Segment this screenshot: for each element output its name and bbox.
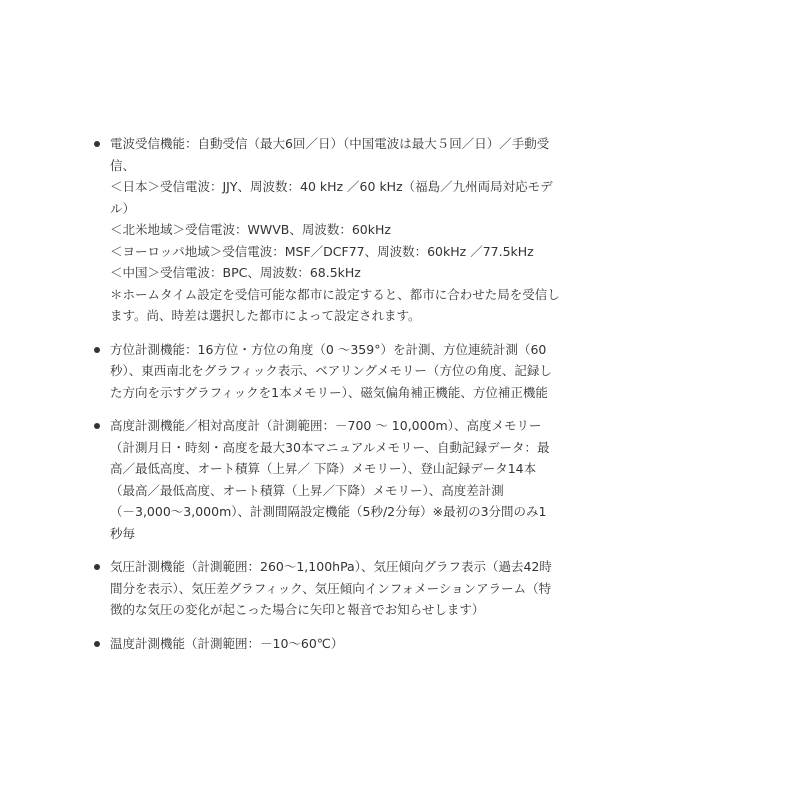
spec-line: た方向を示すグラフィックを1本メモリー）、磁気偏角補正機能、方位補正機能 [110, 384, 548, 400]
spec-line: 高／最低高度、オート積算（上昇／ 下降）メモリー）、登山記録データ14本 [110, 461, 537, 476]
spec-line: 気圧計測機能（計測範囲：260～1,100hPa）、気圧傾向グラフ表示（過去42時 [110, 559, 552, 574]
spec-line: ＜北米地域＞受信電波：WWVB、周波数：60kHz [110, 222, 391, 237]
spec-line: ます。尚、時差は選択した都市によって設定されます。 [110, 308, 421, 323]
spec-line: ル） [110, 200, 136, 216]
spec-list [92, 133, 604, 666]
spec-item-barometer [92, 556, 604, 621]
spec-line: 秒毎 [110, 525, 136, 541]
spec-item-thermometer [92, 633, 604, 655]
spec-line: 温度計測機能（計測範囲：－10～60℃） [110, 635, 344, 651]
spec-line: 徴的な気圧の変化が起こった場合に矢印と報音でお知らせします） [110, 602, 485, 617]
spec-line: ＜日本＞受信電波：JJY、周波数：40 kHz ／60 kHz（福島／九州両局対応モデ [110, 179, 553, 194]
spec-line: 信、 [110, 157, 136, 173]
spec-line: （計測月日・時刻・高度を最大30本マニュアルメモリー、自動記録データ：最 [110, 439, 550, 455]
spec-item-radio [92, 133, 604, 327]
spec-line: （最高／最低高度、オート積算（上昇／下降）メモリー）、高度差計測 [110, 482, 504, 498]
bullet-icon [94, 347, 100, 353]
spec-line: 秒）、東西南北をグラフィック表示、ベアリングメモリー（方位の角度、記録し [110, 363, 552, 378]
spec-line: ＜ヨーロッパ地域＞受信電波：MSF／DCF77、周波数：60kHz ／77.5kHz [110, 243, 534, 259]
spec-item-compass [92, 339, 604, 404]
spec-item-altimeter [92, 415, 604, 544]
spec-line: （－3,000～3,000m）、計測間隔設定機能（5秒/2分毎）※最初の3分間のみ1 [110, 504, 547, 519]
spec-line: ＜中国＞受信電波：BPC、周波数：68.5kHz [110, 265, 361, 280]
spec-line: ＊ホームタイム設定を受信可能な都市に設定すると、都市に合わせた局を受信し [110, 286, 560, 302]
spec-line: 方位計測機能：16方位・方位の角度（0 ～359°）を計測、方位連続計測（60 [110, 341, 547, 357]
bullet-icon [94, 423, 100, 429]
spec-line: 間分を表示）、気圧差グラフィック、気圧傾向インフォメーションアラーム（特 [110, 580, 552, 596]
bullet-icon [94, 564, 100, 570]
bullet-icon [94, 641, 100, 647]
bullet-icon [94, 141, 100, 147]
spec-line: 電波受信機能：自動受信（最大6回／日）（中国電波は最大５回／日）／手動受 [110, 136, 550, 151]
spec-line: 高度計測機能／相対高度計（計測範囲：－700 ～ 10,000m）、高度メモリー [110, 418, 542, 433]
